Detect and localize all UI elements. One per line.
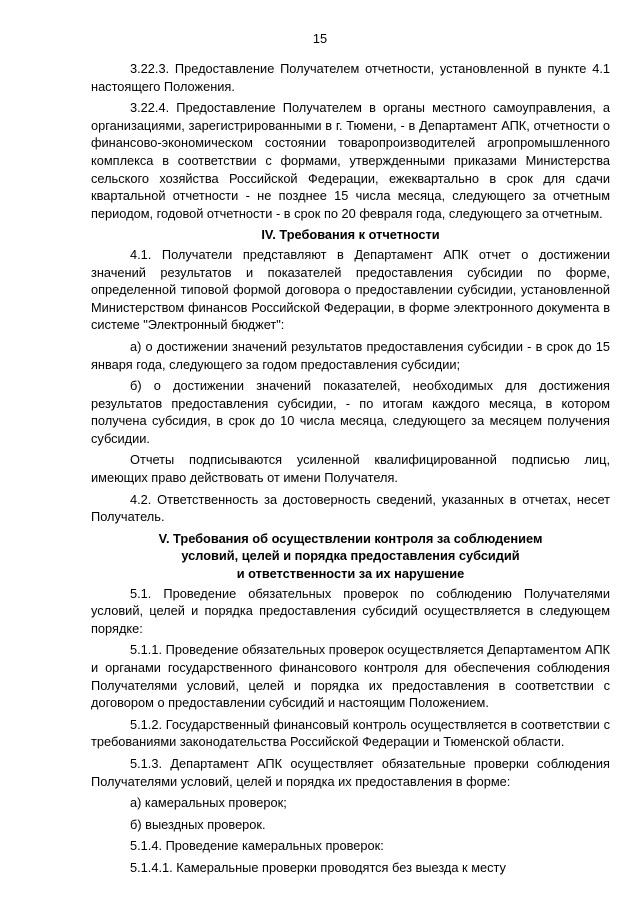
paragraph-5-1-3-b: б) выездных проверок. bbox=[130, 816, 266, 832]
section-5-heading-line-3: и ответственности за их нарушение bbox=[236, 566, 465, 582]
paragraph-5-1-2: 5.1.2. Государственный финансовый контроль осуществляется в соответствии с требованиями законодательства Российской Федерации и Тюменской области. bbox=[91, 716, 610, 750]
paragraph-3-22-3: 3.22.3. Предоставление Получателем отчетности, установленной в пункте 4.1 настоящего Положения. bbox=[91, 61, 610, 94]
section-4-heading: IV. Требования к отчетности bbox=[261, 227, 440, 243]
paragraph-5-1-3: 5.1.3. Департамент АПК осуществляет обязательные проверки соблюдения Получателями условий, целей и порядка их предоставления в форме: bbox=[91, 755, 610, 789]
paragraph-5-1-3-a: а) камеральных проверок; bbox=[130, 795, 287, 811]
paragraph-reports-signature: Отчеты подписываются усиленной квалифицированной подписью лиц, имеющих право действовать от имени Получателя. bbox=[91, 452, 610, 486]
page-number: 15 bbox=[312, 31, 328, 46]
section-5-heading-line-2: условий, целей и порядка предоставления субсидий bbox=[181, 548, 520, 564]
section-5-heading bbox=[91, 530, 610, 583]
paragraph-4-1: 4.1. Получатели представляют в Департамент АПК отчет о достижении значений результатов и показателей предоставления субсидии по форме, определенной типовой формой договора о предоставлении субсидии, установленной Министерством финансов Российской Федерации, в форме электронного документа в системе "Электронный бюджет": bbox=[91, 246, 610, 333]
paragraph-3-22-4: 3.22.4. Предоставление Получателем в органы местного самоуправления, а организациями, зарегистрированными в г. Тюмени, - в Департамент АПК, отчетности о финансово-экономическом состоянии товаропроизводителей агропромышленного комплекса в соответствии с формами, утвержденными приказами Министерства сельского хозяйства Российской Федерации, ежеквартально в срок для сдачи квартальной отчетности - не позднее 15 числа месяца, следующего за отчетным периодом, годовой отчетности - в срок по 20 февраля года, следующего за отчетным. bbox=[91, 100, 610, 221]
section-5-heading-line-1: V. Требования об осуществлении контроля за соблюдением bbox=[158, 530, 543, 546]
paragraph-4-2: 4.2. Ответственность за достоверность сведений, указанных в отчетах, несет Получатель. bbox=[91, 491, 610, 525]
document-body bbox=[91, 60, 610, 877]
paragraph-5-1-1: 5.1.1. Проведение обязательных проверок осуществляется Департаментом АПК и органами государственного финансового контроля для обеспечения соблюдения Получателями условий, целей и порядка их предоставления в соответствии с договором о предоставлении субсидий и настоящим Положением. bbox=[91, 642, 610, 711]
paragraph-4-1-a: а) о достижении значений результатов предоставления субсидии - в срок до 15 января года, следующего за годом предоставления субсидии; bbox=[91, 338, 610, 372]
paragraph-5-1-4-1: 5.1.4.1. Камеральные проверки проводятся без выезда к месту bbox=[130, 859, 506, 875]
paragraph-5-1-4: 5.1.4. Проведение камеральных проверок: bbox=[130, 838, 384, 854]
paragraph-4-1-b: б) о достижении значений показателей, необходимых для достижения результатов предоставления субсидии, - по итогам каждого месяца, в котором получена субсидия, в срок до 10 числа месяца, следующего за месяцем получения субсидии. bbox=[91, 378, 610, 446]
paragraph-5-1: 5.1. Проведение обязательных проверок по соблюдению Получателями условий, целей и порядка предоставления субсидий осуществляется в следующем порядке: bbox=[91, 585, 610, 636]
